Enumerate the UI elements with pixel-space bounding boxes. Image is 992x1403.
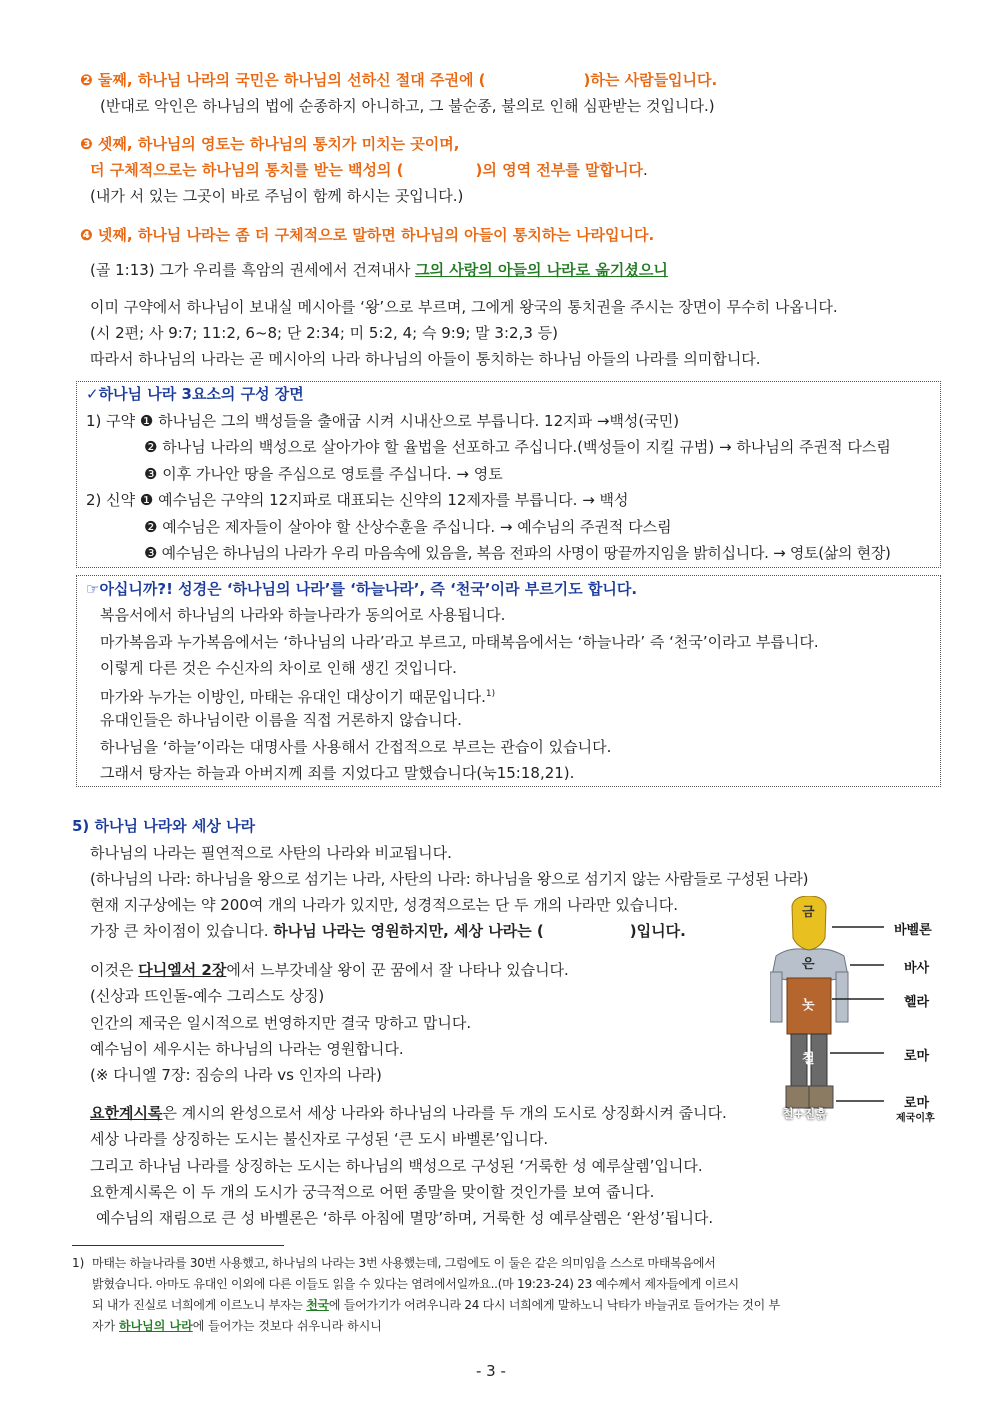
footnote-line-2: 밝혔습니다. 아마도 유대인 이외에 다른 이들도 읽을 수 있다는 염려에서일까요..(마 19:23-24) 23 예수께서 제자들에게 이르시: [92, 1277, 739, 1291]
point-3-dot: .: [642, 161, 648, 179]
did-you-know-line-2: 마가복음과 누가복음에서는 ‘하나님의 나라’라고 부르고, 마태복음에서는 ‘하늘나라’ 즉 ‘천국’이라고 부릅니다.: [100, 633, 819, 651]
did-you-know-line-4-text: 마가와 누가는 이방인, 마태는 유대인 대상이기 때문입니다.: [100, 688, 486, 706]
verse-highlight: 그의 사랑의 아들의 나라로 옮기셨으니: [415, 261, 668, 279]
statue-figure: [770, 896, 970, 1128]
three-elements-row-2: ❷ 하나님 나라의 백성으로 살아가야 할 율법을 선포하고 주십니다.(백성들이 지킬 규범) → 하나님의 주권적 다스림: [144, 438, 891, 456]
section-5-c4: 요한계시록은 이 두 개의 도시가 궁극적으로 어떤 종말을 맞이할 것인가를 보여 줍니다.: [90, 1183, 655, 1201]
point-3-line-1: ❸ 셋째, 하나님의 영토는 하나님의 통치가 미치는 곳이며,: [80, 135, 460, 153]
section-5-a4: [90, 920, 686, 942]
daniel-2-ref: 다니엘서 2장: [138, 961, 227, 979]
label-rome: 로마: [904, 1049, 930, 1064]
footnote-line-3-c: 에 들어가기가 어려우니라 24 다시 너희에게 말하노니 낙타가 바늘귀로 들어가는 것이 부: [328, 1298, 780, 1312]
label-babylon: 바벨론: [894, 923, 932, 938]
section-5-c1-b: 은 계시의 완성으로서 세상 나라와 하나님의 나라를 두 개의 도시로 상징화시켜 줍니다.: [162, 1104, 727, 1122]
section-5-b4: 예수님이 세우시는 하나님의 나라는 영원합니다.: [90, 1040, 404, 1058]
did-you-know-line-4: [100, 683, 495, 708]
label-rome-after: 로마: [904, 1096, 930, 1111]
footnote-divider: [72, 1245, 284, 1246]
section-5-a1: 하나님의 나라는 필연적으로 사탄의 나라와 비교됩니다.: [90, 844, 452, 862]
metal-iron-clay: 철+진흙: [782, 1107, 827, 1121]
footnote-num: 1): [72, 1256, 85, 1270]
point-3-tail: )의 영역 전부를 말합니다: [475, 161, 643, 179]
footnote-line-4-a: 자가: [92, 1319, 119, 1333]
statue-arm-right: [836, 972, 848, 1022]
did-you-know-line-7: 그래서 탕자는 하늘과 아버지께 죄를 지었다고 말했습니다(눅15:18,21).: [100, 764, 575, 782]
section-5-c1: [90, 1102, 727, 1124]
section-5-b1-a: 이것은: [90, 961, 139, 979]
revelation-ref: 요한계시록: [90, 1104, 163, 1122]
verse-prefix: (골 1:13) 그가 우리를 흑암의 권세에서 건져내사: [90, 261, 416, 279]
point-3-text: 더 구체적으로는 하나님의 통치를 받는 백성의 (: [90, 161, 404, 179]
point-4-line-1: ❹ 넷째, 하나님 나라는 좀 더 구체적으로 말하면 하나님의 아들이 통치하는 나라입니다.: [80, 226, 655, 244]
daniel-statue-diagram: [770, 896, 970, 1128]
footnote-line-4-c: 에 들어가는 것보다 쉬우니라 하시니: [192, 1319, 382, 1333]
section-5-b3: 인간의 제국은 일시적으로 번영하지만 결국 망하고 맙니다.: [90, 1014, 472, 1032]
section-5-b5: (※ 다니엘 7장: 짐승의 나라 vs 인자의 나라): [90, 1066, 382, 1084]
label-persia: 바사: [904, 961, 930, 976]
footnote-line-3-a: 되 내가 진실로 너희에게 이르노니 부자는: [92, 1298, 307, 1312]
page-number: - 3 -: [476, 1362, 506, 1380]
metal-bronze: 놋: [802, 998, 815, 1013]
section-5-a2: (하나님의 나라: 하나님을 왕으로 섬기는 나라, 사탄의 나라: 하나님을 왕으로 섬기지 않는 사람들로 구성된 나라): [90, 870, 809, 888]
three-elements-row-6: ❸ 예수님은 하나님의 나라가 우리 마음속에 있음을, 복음 전파의 사명이 땅끝까지임을 밝히십니다. → 영토(삶의 현장): [144, 544, 891, 562]
section-5-a4-bold: 하나님 나라는 영원하지만, 세상 나라는 (: [273, 922, 544, 940]
p4-body-3: 따라서 하나님의 나라는 곧 메시아의 나라 하나님의 아들이 통치하는 하나님 아들의 나라를 의미합니다.: [90, 350, 761, 368]
three-elements-row-3: ❸ 이후 가나안 땅을 주심으로 영토를 주십니다. → 영토: [144, 465, 503, 483]
footnote-line-3: [92, 1296, 780, 1315]
did-you-know-line-1: 복음서에서 하나님의 나라와 하늘나라가 동의어로 사용됩니다.: [100, 606, 506, 624]
label-greece: 헬라: [904, 995, 930, 1010]
metal-iron: 철: [802, 1052, 815, 1067]
point-3-note: (내가 서 있는 그곳이 바로 주님이 함께 하시는 곳입니다.): [90, 187, 464, 205]
metal-silver: 은: [802, 957, 815, 972]
p4-body-2: (시 2편; 사 9:7; 11:2, 6~8; 단 2:34; 미 5:2, 4; 슥 9:9; 말 3:2,3 등): [90, 324, 558, 342]
point-2-line: [80, 69, 717, 91]
three-elements-row-4: 2) 신약 ❶ 예수님은 구약의 12지파로 대표되는 신약의 12제자를 부릅니다. → 백성: [86, 491, 629, 509]
section-5-b1-c: 에서 느부갓네살 왕이 꾼 꿈에서 잘 나타나 있습니다.: [226, 961, 569, 979]
point-2-note: (반대로 악인은 하나님의 법에 순종하지 아니하고, 그 불순종, 불의로 인해 심판받는 것입니다.): [100, 97, 715, 115]
did-you-know-line-6: 하나님을 ‘하늘’이라는 대명사를 사용해서 간접적으로 부르는 관습이 있습니다.: [100, 738, 612, 756]
section-5-c3: 그리고 하나님 나라를 상징하는 도시는 하나님의 백성으로 구성된 ‘거룩한 성 예루살렘’입니다.: [90, 1157, 703, 1175]
section-5-b1: [90, 959, 569, 981]
point-2-text: ❷ 둘째, 하나님 나라의 국민은 하나님의 선하신 절대 주권에 (: [80, 71, 486, 89]
footnote-ref[interactable]: 1): [485, 689, 496, 699]
footnote-heaven: 천국: [306, 1298, 329, 1312]
did-you-know-line-3: 이렇게 다른 것은 수신자의 차이로 인해 생긴 것입니다.: [100, 659, 457, 677]
did-you-know-line-5: 유대인들은 하나님이란 이름을 직접 거론하지 않습니다.: [100, 711, 462, 729]
section-5-a4-text: 가장 큰 차이점이 있습니다.: [90, 922, 274, 940]
point-3-line-2: [90, 159, 648, 181]
section-5-a3: 현재 지구상에는 약 200여 개의 나라가 있지만, 성경적으로는 단 두 개의 나라만 있습니다.: [90, 896, 679, 914]
did-you-know-title: ☞아십니까?! 성경은 ‘하나님의 나라’를 ‘하늘나라’, 즉 ‘천국’이라 부르기도 합니다.: [86, 580, 638, 598]
label-after-empire: 제국이후: [896, 1113, 935, 1124]
metal-gold: 금: [802, 905, 815, 920]
section-5-c2: 세상 나라를 상징하는 도시는 불신자로 구성된 ‘큰 도시 바벨론’입니다.: [90, 1130, 549, 1148]
section-5-b2: (신상과 뜨인돌-예수 그리스도 상징): [90, 987, 325, 1005]
point-2-tail: )하는 사람들입니다.: [583, 71, 718, 89]
section-5-c5: 예수님의 재림으로 큰 성 바벨론은 ‘하루 아침에 멸망’하며, 거룩한 성 예루살렘은 ‘완성’됩니다.: [96, 1209, 714, 1227]
section-5-a4-tail: )입니다.: [629, 922, 686, 940]
footnote-kingdom-of-god: 하나님의 나라: [119, 1319, 193, 1333]
p4-body-1: 이미 구약에서 하나님이 보내실 메시아를 ‘왕’으로 부르며, 그에게 왕국의 통치권을 주시는 장면이 무수히 나옵니다.: [90, 298, 838, 316]
footnote-line-1: 마태는 하늘나라를 30번 사용했고, 하나님의 나라는 3번 사용했는데, 그럼에도 이 둘은 같은 의미임을 스스로 마태복음에서: [92, 1256, 716, 1270]
three-elements-row-5: ❷ 예수님은 제자들이 살아야 할 산상수훈을 주십니다. → 예수님의 주권적 다스림: [144, 518, 672, 536]
three-elements-title: ✓하나님 나라 3요소의 구성 장면: [86, 385, 304, 403]
statue-arm-left: [770, 972, 782, 1022]
verse-line: [90, 259, 668, 281]
footnote-line-4: [92, 1317, 382, 1336]
section-5-heading: 5) 하나님 나라와 세상 나라: [72, 817, 256, 835]
three-elements-row-1: 1) 구약 ❶ 하나님은 그의 백성들을 출애굽 시켜 시내산으로 부릅니다. 12지파 →백성(국민): [86, 412, 680, 430]
